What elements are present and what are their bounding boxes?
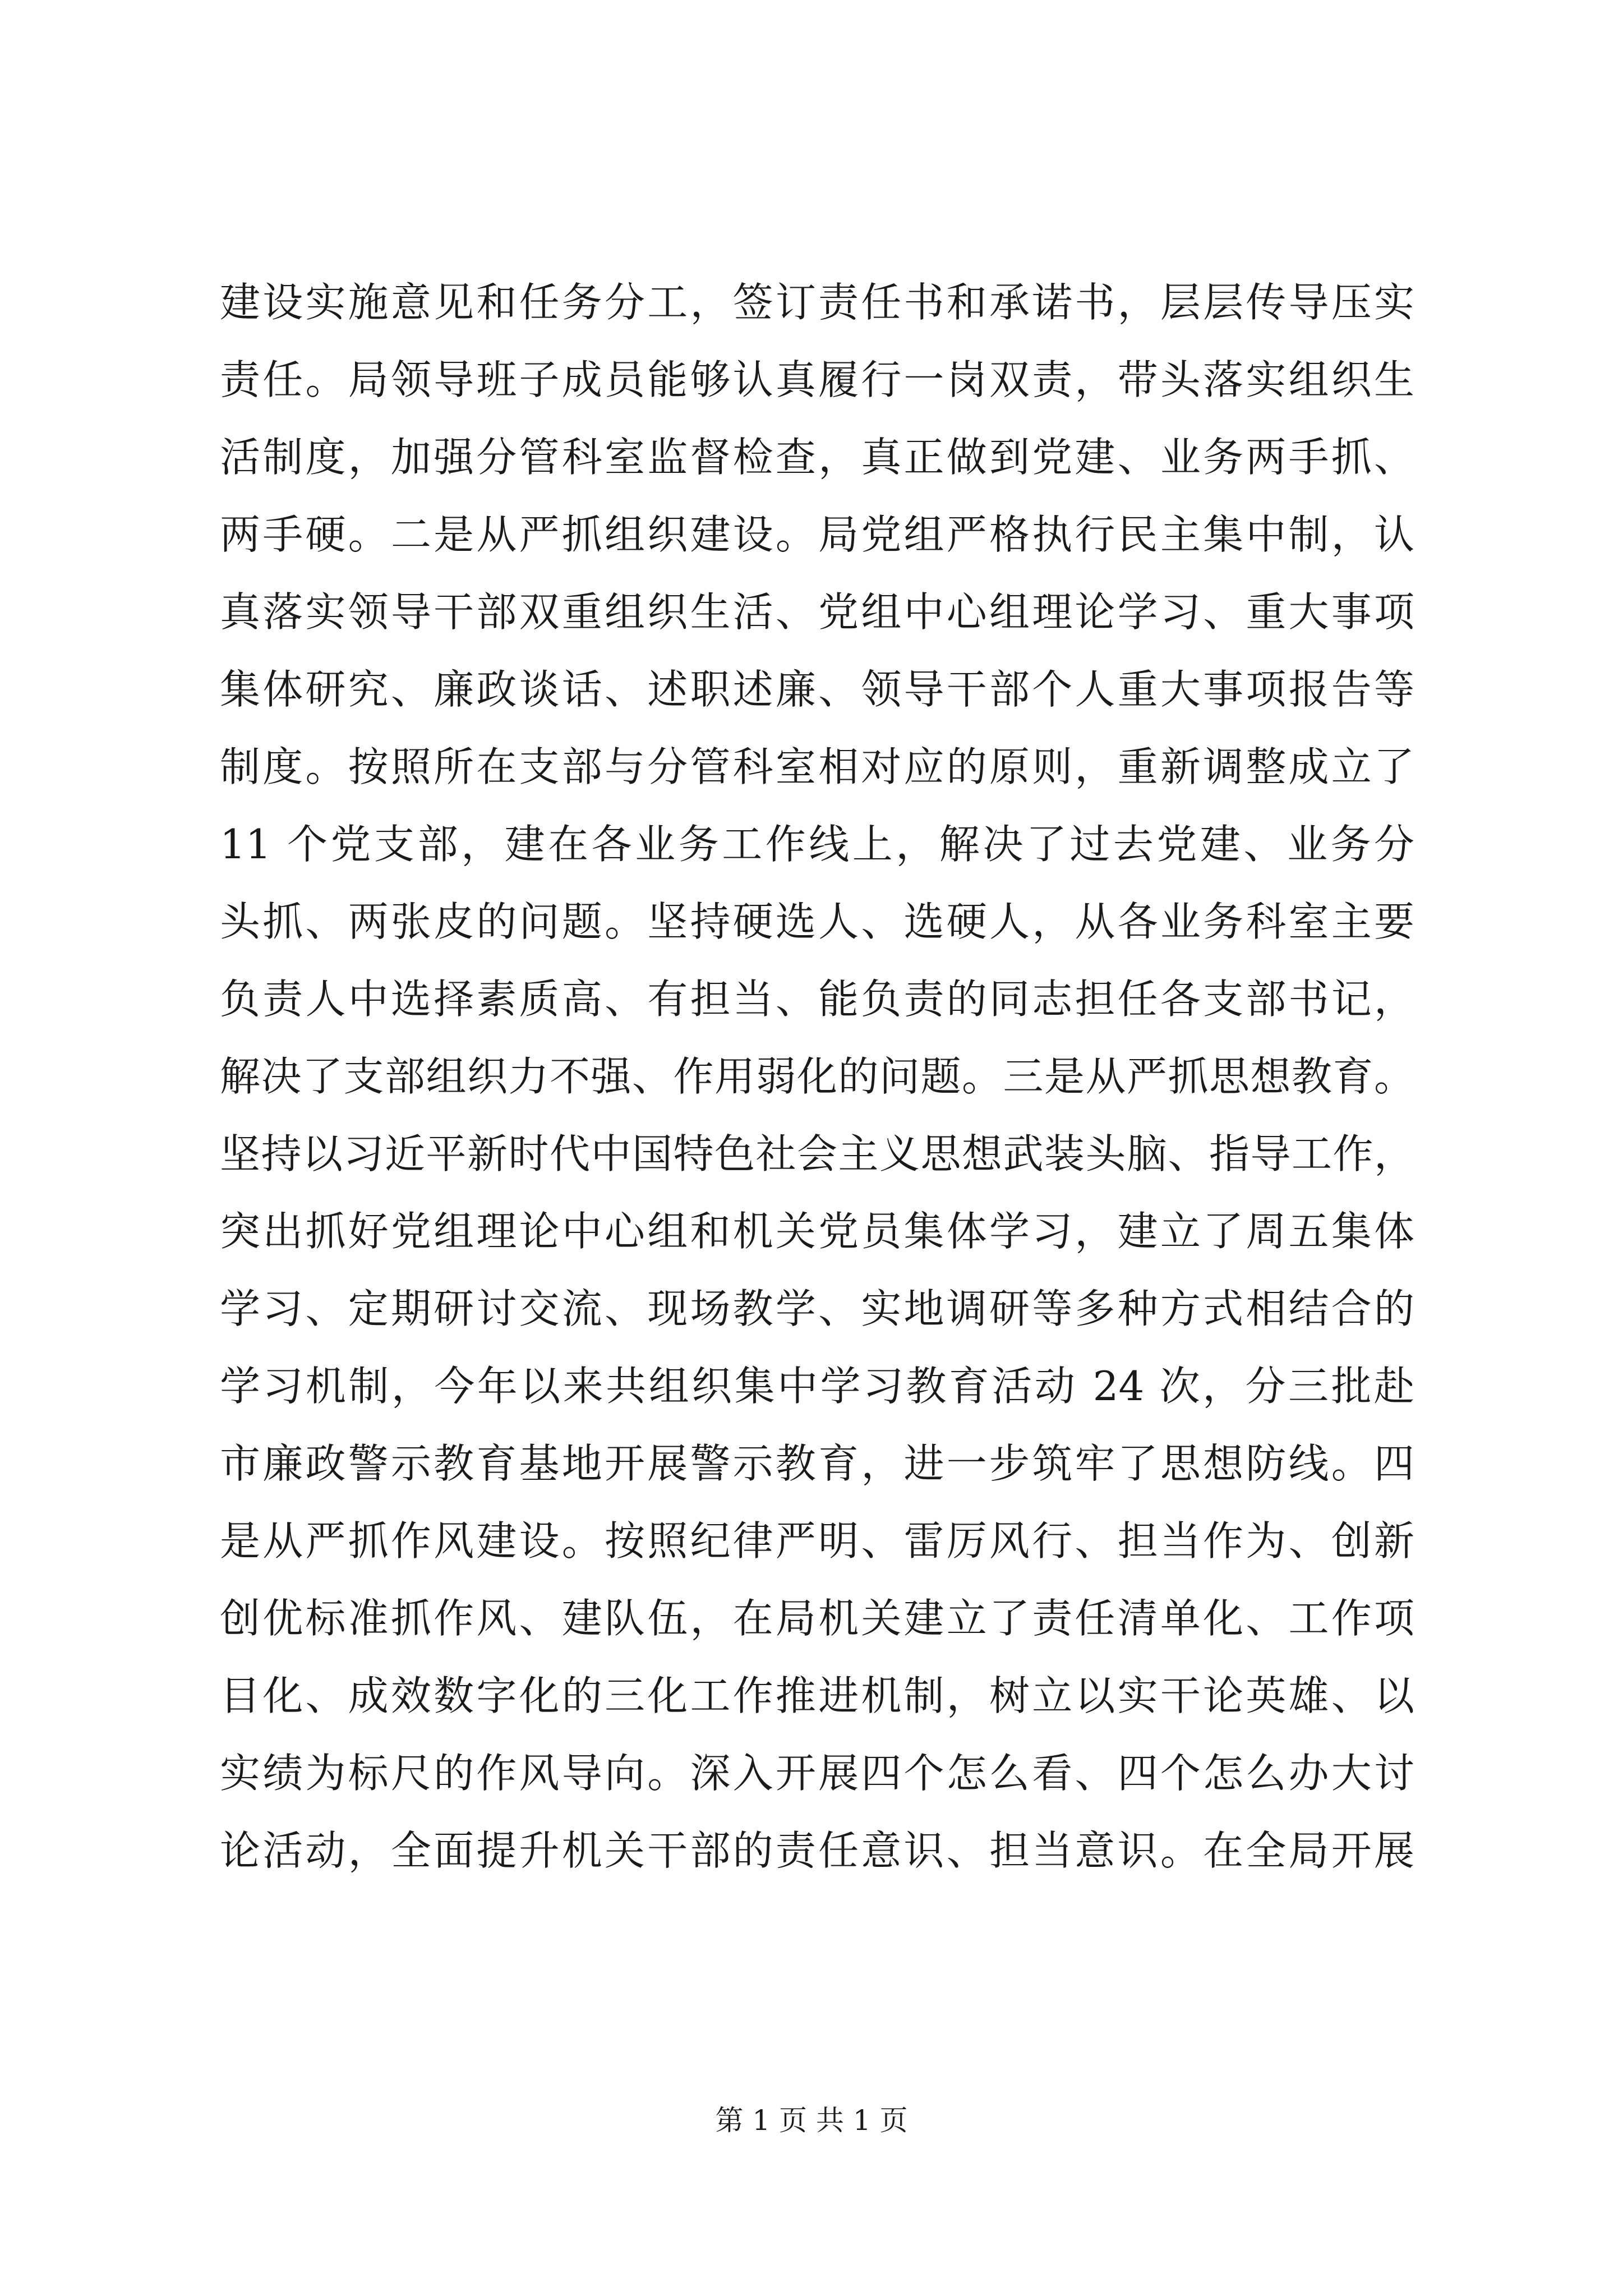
text-line-1: 建设实施意见和任务分工，签订责任书和承诺书，层层传导压实 <box>220 279 1414 326</box>
text-line-10: 负责人中选择素质高、有担当、能负责的同志担任各支部书记， <box>220 976 1414 1023</box>
text-line-11: 解决了支部组织力不强、作用弱化的问题。三是从严抓思想教育。 <box>220 1053 1414 1100</box>
page-number-label: 第 1 页 共 1 页 <box>715 2104 908 2137</box>
text-line-20: 实绩为标尺的作风导向。深入开展四个怎么看、四个怎么办大讨 <box>220 1750 1414 1797</box>
page-footer <box>0 2098 1623 2138</box>
text-line-2: 责任。局领导班子成员能够认真履行一岗双责，带头落实组织生 <box>220 356 1414 403</box>
text-line-19: 目化、成效数字化的三化工作推进机制，树立以实干论英雄、以 <box>220 1672 1414 1719</box>
text-line-14: 学习、定期研讨交流、现场教学、实地调研等多种方式相结合的 <box>220 1285 1414 1332</box>
text-line-18: 创优标准抓作风、建队伍，在局机关建立了责任清单化、工作项 <box>220 1595 1414 1642</box>
text-line-6: 集体研究、廉政谈话、述职述廉、领导干部个人重大事项报告等 <box>220 666 1414 713</box>
text-line-4: 两手硬。二是从严抓组织建设。局党组严格执行民主集中制，认 <box>220 511 1414 558</box>
text-line-13: 突出抓好党组理论中心组和机关党员集体学习，建立了周五集体 <box>220 1208 1414 1255</box>
text-line-7: 制度。按照所在支部与分管科室相对应的原则，重新调整成立了 <box>220 743 1414 790</box>
text-line-21: 论活动，全面提升机关干部的责任意识、担当意识。在全局开展 <box>220 1827 1414 1874</box>
text-line-9: 头抓、两张皮的问题。坚持硬选人、选硬人，从各业务科室主要 <box>220 898 1414 945</box>
body-text <box>220 264 1414 1889</box>
text-line-3: 活制度，加强分管科室监督检查，真正做到党建、业务两手抓、 <box>220 434 1414 481</box>
text-line-17: 是从严抓作风建设。按照纪律严明、雷厉风行、担当作为、创新 <box>220 1517 1414 1565</box>
text-line-16: 市廉政警示教育基地开展警示教育，进一步筑牢了思想防线。四 <box>220 1440 1414 1487</box>
text-line-15: 学习机制，今年以来共组织集中学习教育活动 24 次，分三批赴 <box>220 1363 1414 1410</box>
text-line-5: 真落实领导干部双重组织生活、党组中心组理论学习、重大事项 <box>220 588 1414 636</box>
text-line-8: 11 个党支部，建在各业务工作线上，解决了过去党建、业务分 <box>220 821 1414 868</box>
text-line-12: 坚持以习近平新时代中国特色社会主义思想武装头脑、指导工作， <box>220 1130 1414 1177</box>
